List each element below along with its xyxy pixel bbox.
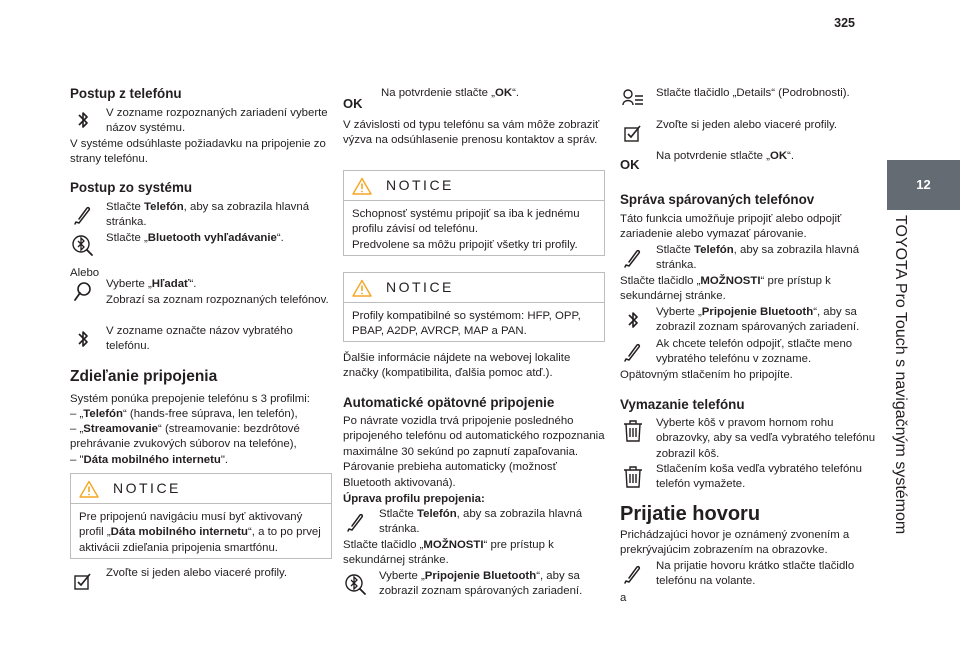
warning-icon [352,279,372,297]
warning-icon [79,480,99,498]
finger-tap-icon [620,561,646,587]
more-info-text: Ďalšie informácie nájdete na webovej lokalite značky (kompatibilita, ďalšia pomoc atď.). [343,352,571,380]
bluetooth-icon [620,308,646,334]
manage-intro: Táto funkcia umožňuje pripojiť alebo odpojiť zariadenie alebo vymazať párovanie. [620,213,842,241]
heading-auto-reconnect: Automatické opätovné pripojenie [343,395,555,410]
alebo-text: Alebo [70,267,100,279]
select-profiles-step [70,566,332,581]
delete-step-2 [620,462,882,493]
notice-text: Predvolene sa môžu pripojiť všetky tri profily. [352,238,578,251]
page-number: 325 [834,16,855,30]
system-step-2 [70,231,332,246]
phone-step-1-text: V zozname rozpoznaných zariadení vyberte názov systému. [106,107,328,135]
notice-text: Schopnosť systému pripojiť sa iba k jednému profilu závisí od telefónu. [352,208,580,236]
notice-header [344,273,604,303]
manage-step-1-text: Stlačte Telefón, aby sa zobrazila hlavná stránka. [656,244,860,272]
share-profile-telefon: – „Telefón“ (hands-free súprava, len telefón), [70,408,298,420]
select-profiles-step [620,118,882,133]
finger-tap-icon [343,509,369,535]
heading-receive-call: Prijatie hovoru [620,503,761,525]
ok-icon: OK [343,96,363,111]
bluetooth-icon [70,327,96,353]
system-step-5 [70,324,332,355]
auto-reconnect-text: Po návrate vozidla trvá pripojenie posledného pripojeného telefónu od automatického rozpoznania maximálne 30 sekúnd po zapnutí zapaľovania. Párovanie prebieha automaticky (možnosť Bluetooth aktivovaná). [343,415,605,489]
notice-box [70,473,332,559]
call-continuation: a [620,592,627,604]
system-step-3-text: Vyberte „Hľadať“. [106,278,197,290]
finger-tap-icon [70,202,96,228]
system-step-1-text: Stlačte Telefón, aby sa zobrazila hlavná stránka. [106,201,310,229]
heading-connection-sharing: Zdieľanie pripojenia [70,368,218,385]
notice-title: NOTICE [386,176,454,193]
modify-step-3-text: Vyberte „Pripojenie Bluetooth“, aby sa zobrazil zoznam spárovaných zariadení. [379,570,583,598]
heading-delete-phone: Vymazanie telefónu [620,397,745,412]
details-text: Stlačte tlačidlo „Details“ (Podrobnosti). [656,87,850,99]
manage-step-1 [620,243,882,274]
system-step-3 [70,277,332,292]
system-step-1 [70,200,332,231]
chapter-tab[interactable]: 12 [887,160,960,210]
manage-step-3-text: Vyberte „Pripojenie Bluetooth“, aby sa zobrazil zoznam spárovaných zariadení. [656,306,860,334]
bluetooth-search-icon [70,233,96,259]
notice-box-2 [343,272,605,342]
call-step-1-text: Na prijatie hovoru krátko stlačte tlačidlo telefónu na volante. [656,560,855,588]
notice-header [344,171,604,201]
manage-step-2: Stlačte tlačidlo „MOŽNOSTI“ pre prístup k sekundárnej stránke. [620,275,831,303]
call-intro: Prichádzajúci hovor je oznámený zvonením a prekrývajúcim zobrazením na obrazovke. [620,529,850,557]
notice-title: NOTICE [113,479,181,496]
confirm-step [343,86,605,111]
bluetooth-icon [70,108,96,134]
ok-icon: OK [620,157,640,172]
share-profile-data: – "Dáta mobilného internetu". [70,454,229,466]
depend-text: V závislosti od typu telefónu sa vám môže zobraziť výzva na odsúhlasenie prenosu kontaktov a správ. [343,119,600,147]
select-profiles-text: Zvoľte si jeden alebo viaceré profily. [106,567,288,579]
modify-step-3 [343,569,605,600]
trash-icon [620,464,646,490]
system-step-5-text: V zozname označte názov vybratého telefónu. [106,325,293,353]
manage-reconnect: Opätovným stlačením ho pripojíte. [620,369,793,381]
delete-step-1 [620,416,882,462]
details-icon [620,86,646,112]
notice-body [344,201,604,259]
chapter-title: TOYOTA Pro Touch s navigačným systémom [892,215,909,535]
phone-step-2: V systéme odsúhlaste požiadavku na pripojenie zo strany telefónu. [70,138,326,166]
manage-step-4 [620,337,882,368]
heading-modify-profile: Úprava profilu prepojenia: [343,493,485,505]
checkbox-icon [70,568,96,594]
modify-step-2: Stlačte tlačidlo „MOŽNOSTI“ pre prístup k sekundárnej stránke. [343,539,554,567]
select-profiles-text: Zvoľte si jeden alebo viaceré profily. [656,119,838,131]
confirm-text: Na potvrdenie stlačte „OK“. [656,150,795,162]
checkbox-icon [620,120,646,146]
trash-icon [620,418,646,444]
confirm-step [620,149,882,172]
finger-tap-icon [620,245,646,271]
heading-phone-procedure: Postup z telefónu [70,86,182,101]
phone-step-1 [70,106,332,137]
delete-step-1-text: Vyberte kôš v pravom hornom rohu obrazovky, aby sa vedľa vybratého telefónu zobrazil kôš. [656,417,876,460]
call-step-1 [620,559,882,590]
notice-box-1 [343,170,605,256]
system-step-2-text: Stlačte „Bluetooth vyhľadávanie“. [106,232,284,244]
share-intro: Systém ponúka prepojenie telefónu s 3 profilmi: [70,393,310,405]
manage-step-4-text: Ak chcete telefón odpojiť, stlačte meno vybratého telefónu v zozname. [656,338,853,366]
confirm-text: Na potvrdenie stlačte „OK“. [381,87,520,99]
notice-title: NOTICE [386,278,454,295]
system-step-4: Zobrazí sa zoznam rozpoznaných telefónov. [106,294,329,306]
modify-step-1 [343,507,605,538]
delete-step-2-text: Stlačením koša vedľa vybratého telefónu telefón vymažete. [656,463,862,491]
finger-tap-icon [620,339,646,365]
bluetooth-search-icon [343,572,369,598]
heading-system-procedure: Postup zo systému [70,180,193,195]
details-step [620,86,882,101]
manage-step-3 [620,305,882,336]
heading-manage-paired: Správa spárovaných telefónov [620,192,815,207]
warning-icon [352,177,372,195]
modify-step-1-text: Stlačte Telefón, aby sa zobrazila hlavná stránka. [379,508,583,536]
notice-text: Profily kompatibilné so systémom: HFP, OPP, PBAP, A2DP, AVRCP, MAP a PAN. [352,310,581,338]
notice-text: Pre pripojenú navigáciu musí byť aktivovaný profil „Dáta mobilného internetu“, a to po prvej aktivácii zdieľania pripojenia smartfónu. [79,511,321,554]
share-profile-streaming: – „Streamovanie“ (streamovanie: bezdrôtové prehrávanie zvukových súborov na telefóne), [70,423,300,451]
notice-header [71,474,331,504]
